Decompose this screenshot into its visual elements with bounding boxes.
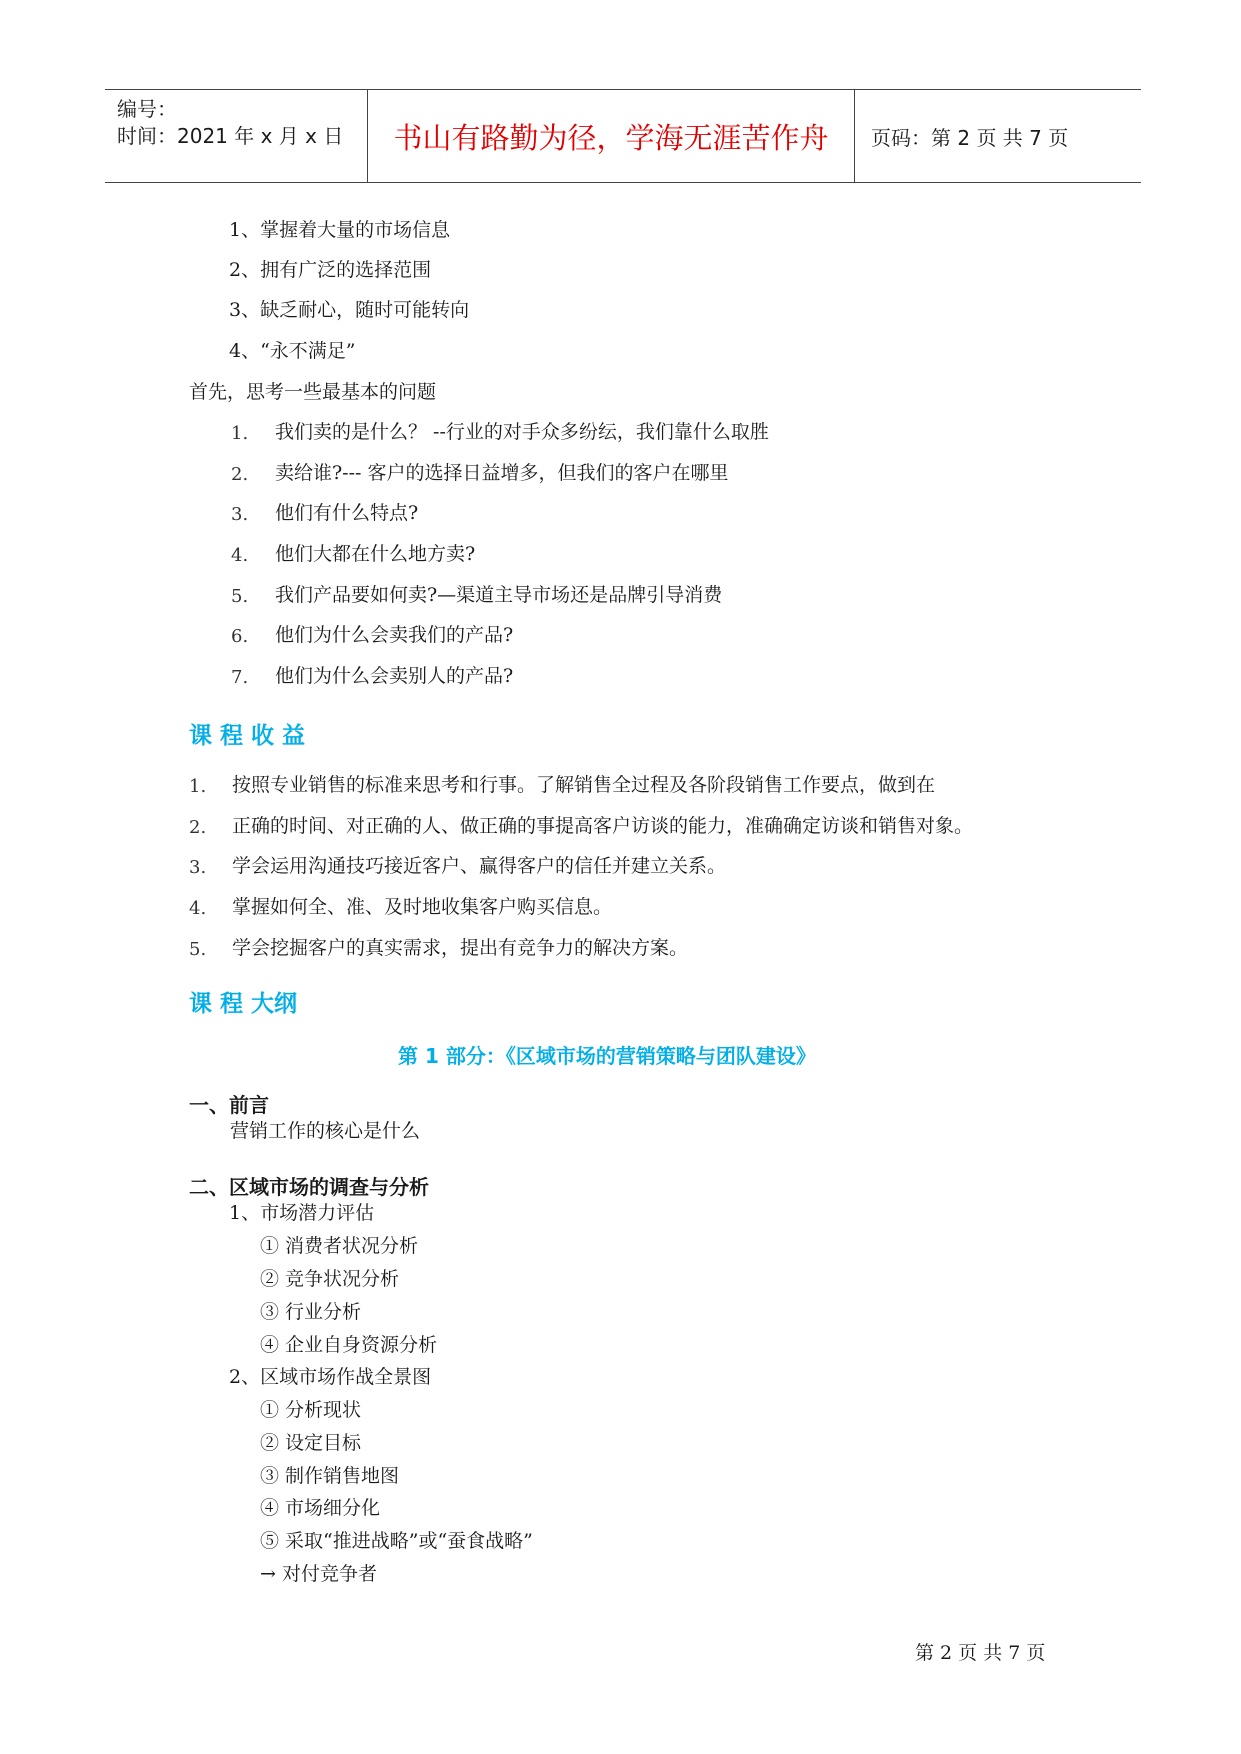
header-motto-cell xyxy=(368,90,855,182)
benefit-number: 3. xyxy=(189,857,207,878)
header-page-number: 页码：第 2 页 共 7 页 xyxy=(871,126,1069,150)
outline-item: ③ 制作销售地图 xyxy=(260,1465,400,1487)
question-text: 他们为什么会卖我们的产品? xyxy=(275,624,514,646)
section-title: 一、前言 xyxy=(189,1093,269,1117)
question-number: 1. xyxy=(231,423,249,444)
benefit-number: 4. xyxy=(189,898,207,919)
document-time-label: 时间：2021 年 x 月 x 日 xyxy=(117,124,344,148)
benefit-text: 学会运用沟通技巧接近客户、赢得客户的信任并建立关系。 xyxy=(232,855,727,877)
intro-text: 首先，思考一些最基本的问题 xyxy=(189,381,437,403)
benefit-number: 1. xyxy=(189,776,207,797)
outline-item: ④ 市场细分化 xyxy=(260,1497,381,1519)
question-number: 2. xyxy=(231,464,249,485)
outline-item: ③ 行业分析 xyxy=(260,1301,362,1323)
question-text: 他们有什么特点? xyxy=(275,502,419,524)
subsection-title: 1、市场潜力评估 xyxy=(229,1202,375,1224)
question-text: 我们卖的是什么？ --行业的对手众多纷纭，我们靠什么取胜 xyxy=(275,421,769,443)
question-text: 他们大都在什么地方卖? xyxy=(275,543,476,565)
outline-item: ② 竞争状况分析 xyxy=(260,1268,400,1290)
document-number-label: 编号： xyxy=(117,97,177,121)
question-number: 4. xyxy=(231,545,249,566)
header-page-cell xyxy=(855,90,1141,182)
question-number: 6. xyxy=(231,626,249,647)
question-number: 3. xyxy=(231,504,249,525)
benefit-number: 2. xyxy=(189,817,207,838)
outline-item: ④ 企业自身资源分析 xyxy=(260,1334,438,1356)
outline-item: ① 分析现状 xyxy=(260,1399,362,1421)
header-info-cell xyxy=(105,90,368,182)
benefit-text: 学会挖掘客户的真实需求，提出有竞争力的解决方案。 xyxy=(232,937,689,959)
question-number: 5. xyxy=(231,586,249,607)
benefit-text: 掌握如何全、准、及时地收集客户购买信息。 xyxy=(232,896,613,918)
outline-heading: 课 程 大纲 xyxy=(189,991,298,1017)
benefit-text: 按照专业销售的标准来思考和行事。了解销售全过程及各阶段销售工作要点，做到在 xyxy=(232,774,936,796)
benefit-number: 5. xyxy=(189,939,207,960)
trait-item: 1、掌握着大量的市场信息 xyxy=(229,219,451,241)
question-text: 他们为什么会卖别人的产品? xyxy=(275,665,514,687)
section-text: 营销工作的核心是什么 xyxy=(230,1120,421,1142)
outline-item: ① 消费者状况分析 xyxy=(260,1235,419,1257)
outline-item: → 对付竞争者 xyxy=(260,1563,377,1585)
outline-item: ⑤ 采取“推进战略”或“蚕食战略” xyxy=(260,1530,533,1552)
part-title: 第 1 部分：《区域市场的营销策略与团队建设》 xyxy=(398,1044,816,1068)
outline-item: ② 设定目标 xyxy=(260,1432,362,1454)
benefits-heading: 课 程 收 益 xyxy=(189,723,306,749)
question-text: 我们产品要如何卖?—渠道主导市场还是品牌引导消费 xyxy=(275,584,723,606)
header-motto: 书山有路勤为径，学海无涯苦作舟 xyxy=(393,121,829,155)
subsection-title: 2、区域市场作战全景图 xyxy=(229,1366,432,1388)
benefit-text: 正确的时间、对正确的人、做正确的事提高客户访谈的能力，准确确定访谈和销售对象。 xyxy=(232,815,974,837)
trait-item: 4、“永不满足” xyxy=(229,340,356,362)
page-header xyxy=(105,89,1141,183)
question-text: 卖给谁?--- 客户的选择日益增多，但我们的客户在哪里 xyxy=(275,462,729,484)
page-footer: 第 2 页 共 7 页 xyxy=(915,1642,1046,1664)
trait-item: 2、拥有广泛的选择范围 xyxy=(229,259,432,281)
section-title: 二、区域市场的调查与分析 xyxy=(189,1175,429,1199)
question-number: 7. xyxy=(231,667,249,688)
trait-item: 3、缺乏耐心，随时可能转向 xyxy=(229,299,470,321)
